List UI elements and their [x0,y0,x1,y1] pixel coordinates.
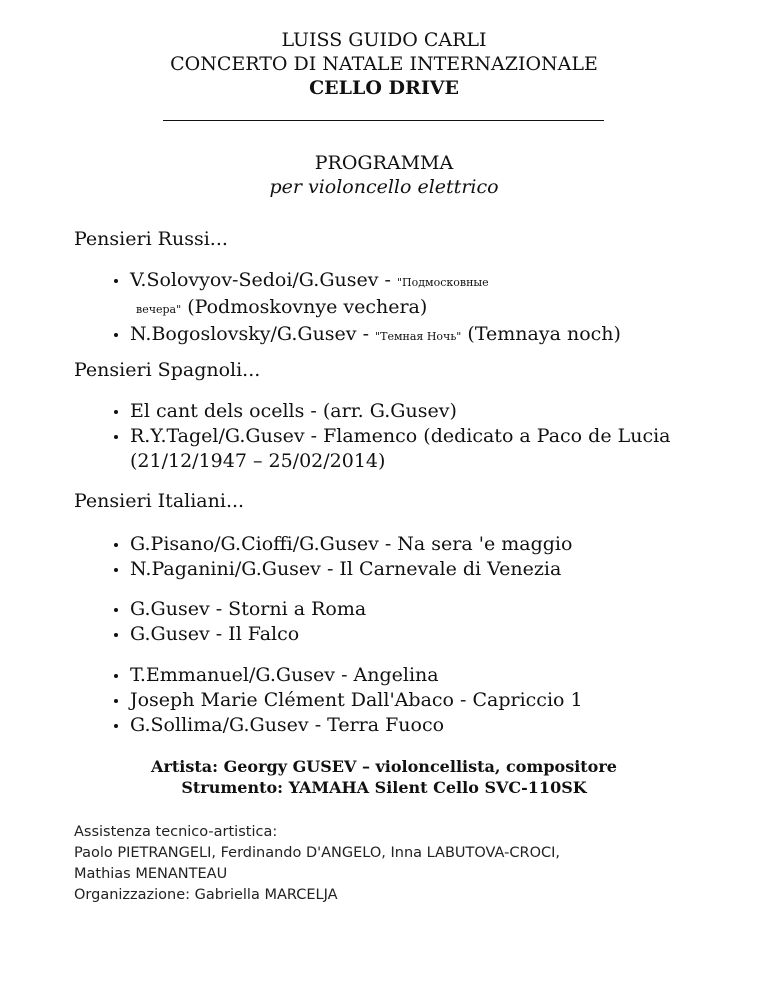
list-item: G.Pisano/G.Cioffi/G.Gusev - Na sera 'e maggio [74,532,714,557]
list-item: G.Gusev - Il Falco [74,622,714,647]
program-title-block [0,151,768,199]
header-divider [163,120,604,121]
piece-composer: N.Bogoslovsky/G.Gusev - [130,323,376,345]
piece-transliteration: (Temnaya noch) [461,323,621,345]
list-item: T.Emmanuel/G.Gusev - Angelina [74,663,714,688]
document-header [0,28,768,100]
program-title: PROGRAMMA [314,152,454,174]
list-item [74,322,714,349]
section-heading-russian: Pensieri Russi... [74,228,228,250]
list-item: N.Paganini/G.Gusev - Il Carnevale di Venezia [74,557,714,582]
piece-original-title: "Подмосковные [397,276,489,289]
italian-pieces-list-2 [74,597,714,647]
italian-pieces-list-1 [74,532,714,582]
credits-names-cont: Mathias MENANTEAU [74,866,228,882]
artist-instrument: Strumento: YAMAHA Silent Cello SVC-110SK [181,778,587,797]
credits-label: Assistenza tecnico-artistica: [74,824,278,840]
spanish-pieces-list [74,399,714,474]
list-item [74,268,714,322]
russian-pieces-list [74,268,714,349]
header-university: LUISS GUIDO CARLI [281,29,487,51]
list-item: R.Y.Tagel/G.Gusev - Flamenco (dedicato a Paco de Lucia (21/12/1947 – 25/02/2014) [74,424,714,474]
credits-organization: Organizzazione: Gabriella MARCELJA [74,887,338,903]
piece-composer: V.Solovyov-Sedoi/G.Gusev - [130,269,397,291]
artist-name: Artista: Georgy GUSEV – violoncellista, compositore [151,757,617,776]
list-item: G.Sollima/G.Gusev - Terra Fuoco [74,713,714,738]
section-heading-spanish: Pensieri Spagnoli... [74,359,261,381]
list-item: El cant dels ocells - (arr. G.Gusev) [74,399,714,424]
credits-names: Paolo PIETRANGELI, Ferdinando D'ANGELO, Inna LABUTOVA-CROCI, [74,845,560,861]
header-event-name: CELLO DRIVE [309,77,459,99]
artist-info [0,756,768,798]
piece-original-title: "Темная Ночь" [375,330,462,343]
piece-original-title-cont: вечера" [136,303,182,316]
list-item: G.Gusev - Storni a Roma [74,597,714,622]
credits-block [74,822,734,906]
program-subtitle: per violoncello elettrico [269,176,499,198]
piece-transliteration: (Podmoskovnye vechera) [181,296,428,318]
italian-pieces-list-3 [74,663,714,738]
header-concert-title: CONCERTO DI NATALE INTERNAZIONALE [170,53,598,75]
section-heading-italian: Pensieri Italiani... [74,490,245,512]
list-item: Joseph Marie Clément Dall'Abaco - Capriccio 1 [74,688,714,713]
